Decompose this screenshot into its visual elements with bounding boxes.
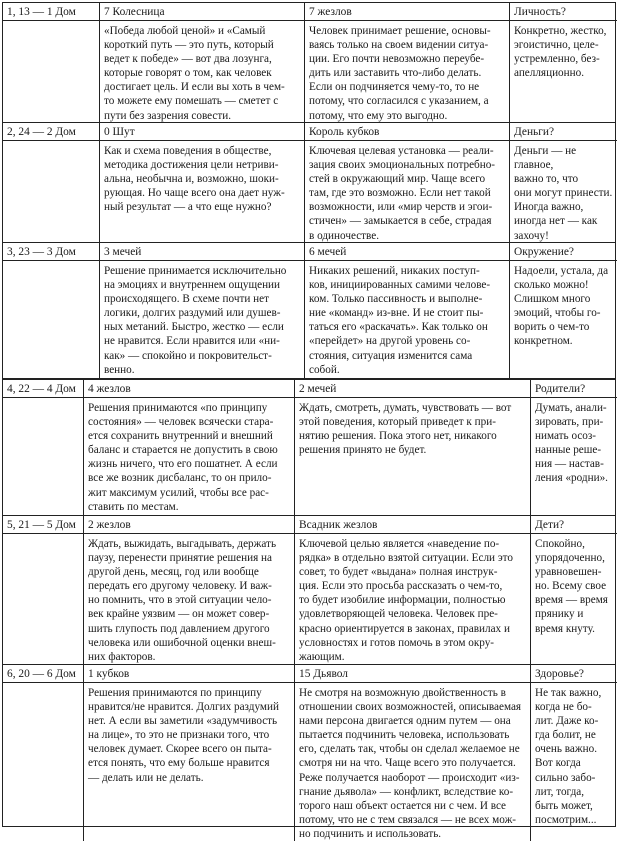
card-name: 6 мечей [305, 243, 510, 261]
question-label: Окружение? [510, 243, 617, 261]
card-name: 2 мечей [295, 380, 531, 398]
table-row [3, 261, 615, 378]
card-name: 7 жезлов [305, 3, 510, 21]
card-description: Ждать, смотреть, думать, чувствовать — вот этой поведения, который приведет к при- нятию решения. Пока этого нет, никакого решения принято не будет. [295, 398, 531, 515]
table-block-top [2, 2, 616, 378]
table-row [3, 141, 615, 242]
card-description: Решение принимается исключительно на эмоциях и внутреннем ощущении происходящего. В схеме почти нет логики, долгих раздумий или душев- ных метаний. Быстро, жестко — если не нравится. Если нравится или «ни- как» — спокойно и покровительст- венно. [100, 261, 305, 378]
card-name: 0 Шут [100, 123, 305, 141]
table-row-header [3, 242, 615, 261]
house-label: 1, 13 — 1 Дом [3, 3, 100, 21]
card-description: Решения принимаются по принципу нравится/не нравится. Долгих раздумий нет. А если вы заметили «задумчивость на лице», то это не признаки того, что человек думает. Скорее всего он пыта- ется понять, что ему больше нравится — делать или не делать. [84, 683, 295, 841]
question-label: Здоровье? [531, 665, 617, 683]
table-row [3, 683, 615, 840]
card-description: «Победа любой ценой» и «Самый короткий путь — это путь, который ведет к победе» — вот два лозунга, которые говорят о том, как человек достигает цель. И если вы хоть в чем- то можете ему помешать — сметет с пути без зазрения совести. [100, 21, 305, 123]
card-description: Человек принимает решение, основы- ваясь только на своем видении ситуа- ции. Его почти невозможно переубе- дить или заставить что-либо делать. Если он подчиняется чему-то, то не потому, что согласился с указанием, а потому, что ему это выгодно. [305, 21, 510, 123]
question-label: Дети? [531, 516, 617, 534]
question-answer: Конкретно, жестко, эгоистично, целе- устремленно, без- апелляционно. [514, 25, 607, 80]
table-row-header [3, 380, 615, 398]
question-answer: Думать, анали- зировать, при- нимать осоз- нанные реше- ния — настав- ления «родни». [535, 402, 608, 485]
card-description: Как и схема поведения в обществе, методика достижения цели нетриви- альна, необычна и, возможно, шоки- рующая. Но чаще всего она дает нуж- ный результат — а что еще нужно? [100, 141, 305, 243]
card-description: Не смотря на возможную двойственность в отношении своих возможностей, описываемая нами персона двигается одним путем — она пытается подчинить человека, использовать его, сделать так, чтобы он сделал желаемое не смотря ни на что. Чаще всего это получается. Реже получается наоборот — происходит «из- гнание дьявола» — конфликт, вследствие ко- торого наш объект остается ни с чем. И все потому, что не с тем связался — не всех мож- но подчинить и использовать. [295, 683, 531, 841]
table-row [3, 398, 615, 515]
card-description: Ждать, выжидать, выгадывать, держать паузу, перенести принятие решения на другой день, месяц, год или вообще передать его другому человеку. И важ- но помнить, что в этой ситуации чело- век крайне уязвим — он может совер- шить глупость под давлением другого человека или ошибочной оценки внеш- них факторов. [84, 534, 295, 664]
table-row-header [3, 515, 615, 534]
card-description: Никаких решений, никаких поступ- ков, инициированных самими челове- ком. Только пассивность и выполне- ние «команд» из-вне. И не стоит пы- таться его «раскачать». Как только он «перейдет» на другой уровень со- стояния, ситуация изменится сама собой. [305, 261, 510, 378]
table-block-bottom [2, 378, 616, 840]
question-label: Деньги? [510, 123, 617, 141]
card-name: 2 жезлов [84, 516, 295, 534]
table-row [3, 534, 615, 664]
card-description: Ключевая целевая установка — реали- зация своих эмоциональных потребно- стей в окружающий мир. Чаще всего там, где это возможно. Если нет такой возможности, или «мир черств и эгои- стичен» — замыкается в себе, страдая в одиночестве. [305, 141, 510, 243]
card-name: Король кубков [305, 123, 510, 141]
card-name: 4 жезлов [84, 380, 295, 398]
question-answer: Не так важно, когда не бо- лит. Даже ко- гда болит, не очень важно. Вот когда сильно забо- лит, тогда, быть может, посмотрим... [535, 687, 602, 826]
question-label: Родители? [531, 380, 617, 398]
table-row [3, 21, 615, 122]
card-name: Всадник жезлов [295, 516, 531, 534]
question-answer: Деньги — не главное, важно то, что они могут принести. Иногда важно, иногда нет — как захочу! [514, 145, 613, 242]
table-row-header [3, 664, 615, 683]
question-answer: Спокойно, упорядоченно, уравновешен- но. Всему свое время — время прянику и время кнуту. [535, 538, 608, 635]
card-description: Решения принимаются «по принципу состояния» — человек всячески стара- ется сохранить внутренний и внешний баланс и старается не допустить в свою жизнь ничего, что его пошатнет. А если все же возник дисбаланс, то он прило- жит максимум усилий, чтобы все рас- ставить по местам. [84, 398, 295, 515]
house-label: 2, 24 — 2 Дом [3, 123, 100, 141]
card-description: Ключевой целью является «наведение по- рядка» в отдельно взятой ситуации. Если это совет, то будет «выдана» полная инструк- ция. Если это просьба рассказать о чем-то, то будет изобилие информации, полностью удовлетворяющей человека. Человек пре- красно ориентируется в законах, правилах и условностях и готов помочь в этом окру- жающим. [295, 534, 531, 664]
table-row-header [3, 3, 615, 21]
card-name: 15 Дьявол [295, 665, 531, 683]
card-name: 1 кубков [84, 665, 295, 683]
card-name: 3 мечей [100, 243, 305, 261]
house-label: 6, 20 — 6 Дом [3, 665, 84, 683]
house-label: 4, 22 — 4 Дом [3, 380, 84, 398]
card-name: 7 Колесница [100, 3, 305, 21]
house-label: 3, 23 — 3 Дом [3, 243, 100, 261]
house-label: 5, 21 — 5 Дом [3, 516, 84, 534]
table-row-header [3, 122, 615, 141]
document-page [2, 2, 616, 840]
question-label: Личность? [510, 3, 617, 21]
question-answer: Надоели, устала, да сколько можно! Слишком много эмоций, чтобы го- ворить о чем-то конкретном. [514, 265, 609, 348]
